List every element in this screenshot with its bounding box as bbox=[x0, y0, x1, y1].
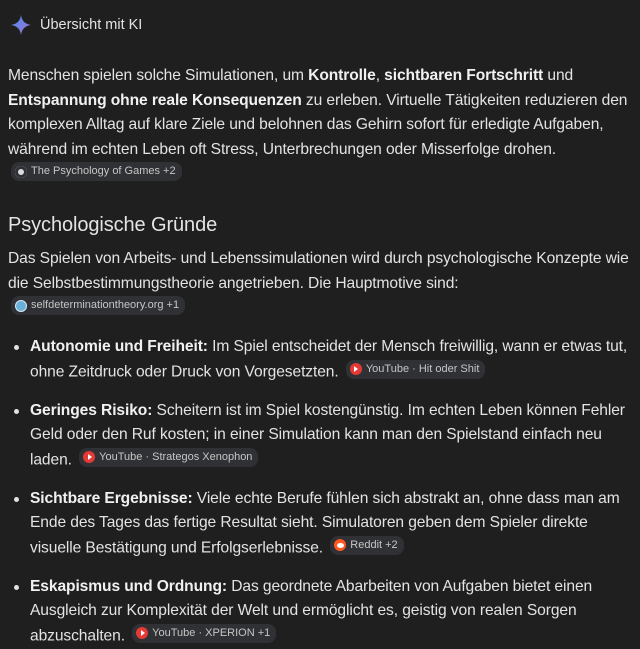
source-chip-psychology-of-games[interactable]: The Psychology of Games +2 bbox=[11, 162, 182, 181]
source-chip-youtube-hit-oder-shit[interactable]: YouTube · Hit oder Shit bbox=[346, 360, 486, 379]
youtube-icon bbox=[136, 627, 148, 639]
list-item: Autonomie und Freiheit: Im Spiel entscheidet der Mensch freiwillig, wann er etwas tut, ohne Zeitdruck oder Druck von Vorgesetzten. YouTube · Hit oder Shit bbox=[8, 335, 632, 385]
source-chip-reddit[interactable]: Reddit +2 bbox=[330, 536, 403, 555]
source-chip-youtube-xperion[interactable]: YouTube · XPERION +1 bbox=[132, 624, 276, 643]
list-item: Geringes Risiko: Scheitern ist im Spiel kostengünstig. Im echten Leben können Fehler Geld oder den Ruf kosten; in einer Simulation kann man den Spielstand einfach neu laden. YouTube · Strategos Xenophon bbox=[8, 399, 632, 473]
sparkle-icon bbox=[10, 14, 32, 36]
motives-list bbox=[8, 335, 632, 649]
source-logo-icon bbox=[15, 166, 27, 178]
ai-overview-title: Übersicht mit KI bbox=[40, 17, 143, 33]
intro-paragraph: Menschen spielen solche Simulationen, um Kontrolle, sichtbaren Fortschritt und Entspannung ohne reale Konsequenzen zu erleben. Virtuelle Tätigkeiten reduzieren den komplexen Alltag auf klare Ziele und belohnen das Gehirn sofort für erledigte Aufgaben, während im echten Leben oft Stress, Unterbrechungen oder Misserfolge drohen. The Psychology of Games +2 bbox=[8, 64, 632, 187]
youtube-icon bbox=[83, 451, 95, 463]
highlight-kontrolle: Kontrolle bbox=[308, 67, 376, 84]
globe-icon bbox=[15, 300, 27, 312]
highlight-fortschritt: sichtbaren Fortschritt bbox=[384, 67, 544, 84]
ai-overview-header bbox=[8, 0, 632, 50]
list-item: Sichtbare Ergebnisse: Viele echte Berufe fühlen sich abstrakt an, ohne dass man am Ende des Tages das fertige Resultat sieht. Simulatoren geben dem Spieler direkte visuelle Bestätigung und Erfolgserlebnisse. Reddit +2 bbox=[8, 487, 632, 561]
list-item: Eskapismus und Ordnung: Das geordnete Abarbeiten von Aufgaben bietet einen Ausgleich zur Komplexität der Welt und ermöglicht es, geistig von realen Sorgen abzuschalten. YouTube · XPERION +1 bbox=[8, 575, 632, 649]
highlight-entspannung: Entspannung ohne reale Konsequenzen bbox=[8, 91, 302, 109]
section-heading: Psychologische Gründe bbox=[8, 214, 218, 236]
source-chip-selfdeterminationtheory[interactable]: selfdeterminationtheory.org +1 bbox=[11, 296, 185, 315]
section-paragraph: Das Spielen von Arbeits- und Lebenssimulationen wird durch psychologische Konzepte wie die Selbstbestimmungstheorie angetrieben. Die Hauptmotive sind: selfdeterminationtheory.org +1 bbox=[8, 247, 632, 321]
youtube-icon bbox=[350, 363, 362, 375]
source-chip-youtube-strategos-xenophon[interactable]: YouTube · Strategos Xenophon bbox=[79, 448, 258, 467]
reddit-icon bbox=[334, 539, 346, 551]
